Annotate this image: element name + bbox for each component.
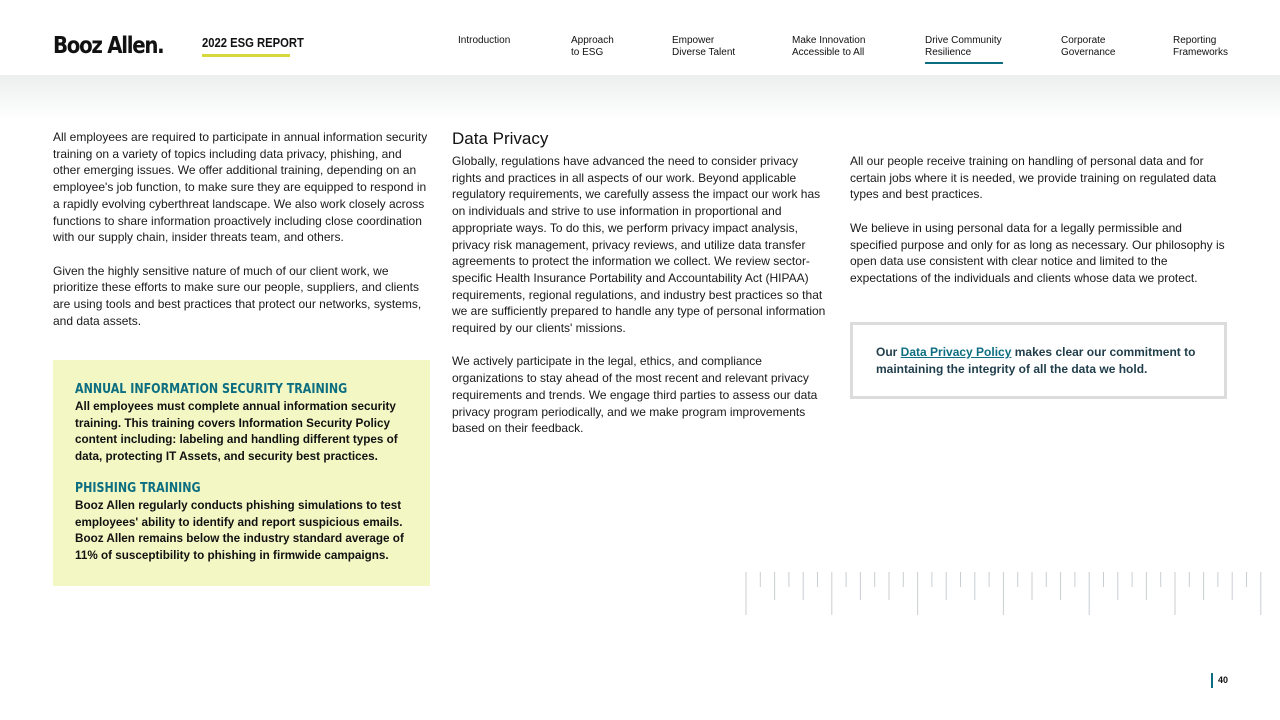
nav-label: Frameworks [1173, 47, 1229, 58]
callout-text: Booz Allen regularly conducts phishing simulations to test employees' ability to identify and report suspicious emails. Booz Allen remains below the industry standard average of 11% of susceptibility to phishing in firmwide campaigns. [75, 498, 404, 562]
nav-label: Empower [672, 35, 715, 46]
nav-label: Introduction [458, 35, 511, 46]
report-title-underline [202, 54, 290, 57]
booz-allen-logo[interactable]: Booz Allen. [53, 33, 164, 59]
nav-label: to ESG [571, 47, 604, 58]
data-privacy-policy-link[interactable]: Data Privacy Policy [900, 345, 1012, 359]
nav-drive-community-resilience[interactable] [925, 35, 1002, 59]
nav-label: Resilience [925, 47, 972, 58]
nav-label: Diverse Talent [672, 47, 736, 58]
nav-label: Approach [571, 35, 614, 46]
nav-corporate-governance[interactable] [1061, 35, 1115, 59]
callout-text: All employees must complete annual information security training. This training covers Information Security Policy content including: labeling and handling different types of data, protecting IT Assets, and security best practices. [75, 400, 398, 464]
policy-prefix: Our [876, 345, 901, 359]
nav-label: Governance [1061, 47, 1116, 58]
nav-introduction[interactable] [458, 35, 510, 47]
nav-label: Accessible to All [792, 47, 865, 58]
decorative-ruler-graphic [745, 572, 1265, 616]
nav-label: Make Innovation [792, 35, 866, 46]
right-column [850, 153, 1227, 303]
body-paragraph: All our people receive training on handling of personal data and for certain jobs where it is needed, we provide training on regulated data types and best practices. [850, 154, 1217, 202]
body-paragraph: Given the highly sensitive nature of much of our client work, we prioritize these efforts to make sure our people, suppliers, and clients are using tools and best practices that protect our networks, systems, and data assets. [53, 263, 422, 328]
callout-heading: ANNUAL INFORMATION SECURITY TRAINING [75, 381, 348, 397]
body-paragraph: All employees are required to participate in annual information security training on a variety of topics including data privacy, phishing, and other emerging issues. We offer additional training, depending on an employee's job function, to make sure they are equipped to respond in a rapidly evolving cyberthreat landscape. We also work closely across functions to share information proactively including close coordination with our supply chain, insider threats team, and others. [53, 130, 428, 245]
middle-column [452, 129, 828, 454]
body-paragraph: We believe in using personal data for a legally permissible and specified purpose and only for as long as necessary. Our philosophy is open data use consistent with clear notice and limited to the expectations of the individuals and clients whose data we protect. [850, 220, 1225, 285]
callout-heading: PHISHING TRAINING [75, 479, 201, 496]
nav-empower-diverse-talent[interactable] [672, 35, 735, 59]
left-column [53, 129, 430, 346]
nav-reporting-frameworks[interactable] [1173, 35, 1228, 59]
section-heading: Data Privacy [452, 129, 549, 148]
header-shadow [0, 75, 1280, 120]
body-paragraph: We actively participate in the legal, ethics, and compliance organizations to stay ahead of the most recent and relevant privacy requirements and trends. We engage third parties to assess our data privacy program periodically, and we make program improvements based on their feedback. [452, 354, 818, 436]
header-bar [0, 0, 1280, 75]
nav-make-innovation-accessible[interactable] [792, 35, 865, 59]
training-callout-box [53, 360, 430, 586]
report-title: 2022 ESG REPORT [202, 36, 304, 50]
nav-label: Corporate [1061, 35, 1106, 46]
nav-approach-to-esg[interactable] [571, 35, 614, 59]
nav-label: Reporting [1173, 35, 1217, 46]
policy-text [876, 344, 1201, 378]
policy-callout-box [850, 322, 1227, 399]
nav-label: Drive Community [925, 35, 1002, 46]
body-paragraph: Globally, regulations have advanced the need to consider privacy rights and practices in all aspects of our work. Beyond applicable regulatory requirements, we carefully assess the impact our work has on individuals and strive to use information in proportional and appropriate ways. To do this, we perform privacy impact analysis, privacy risk management, privacy reviews, and utilize data transfer agreements to protect the information we collect. We review sector-specific Health Insurance Portability and Accountability Act (HIPAA) requirements, regional regulations, and industry best practices so that we are sufficiently prepared to handle any type of personal information required by our clients' missions. [452, 154, 826, 336]
policy-suffix: makes clear our commitment to maintaining the integrity of all the data we hold. [876, 345, 1196, 376]
page-number: 40 [1211, 673, 1228, 688]
